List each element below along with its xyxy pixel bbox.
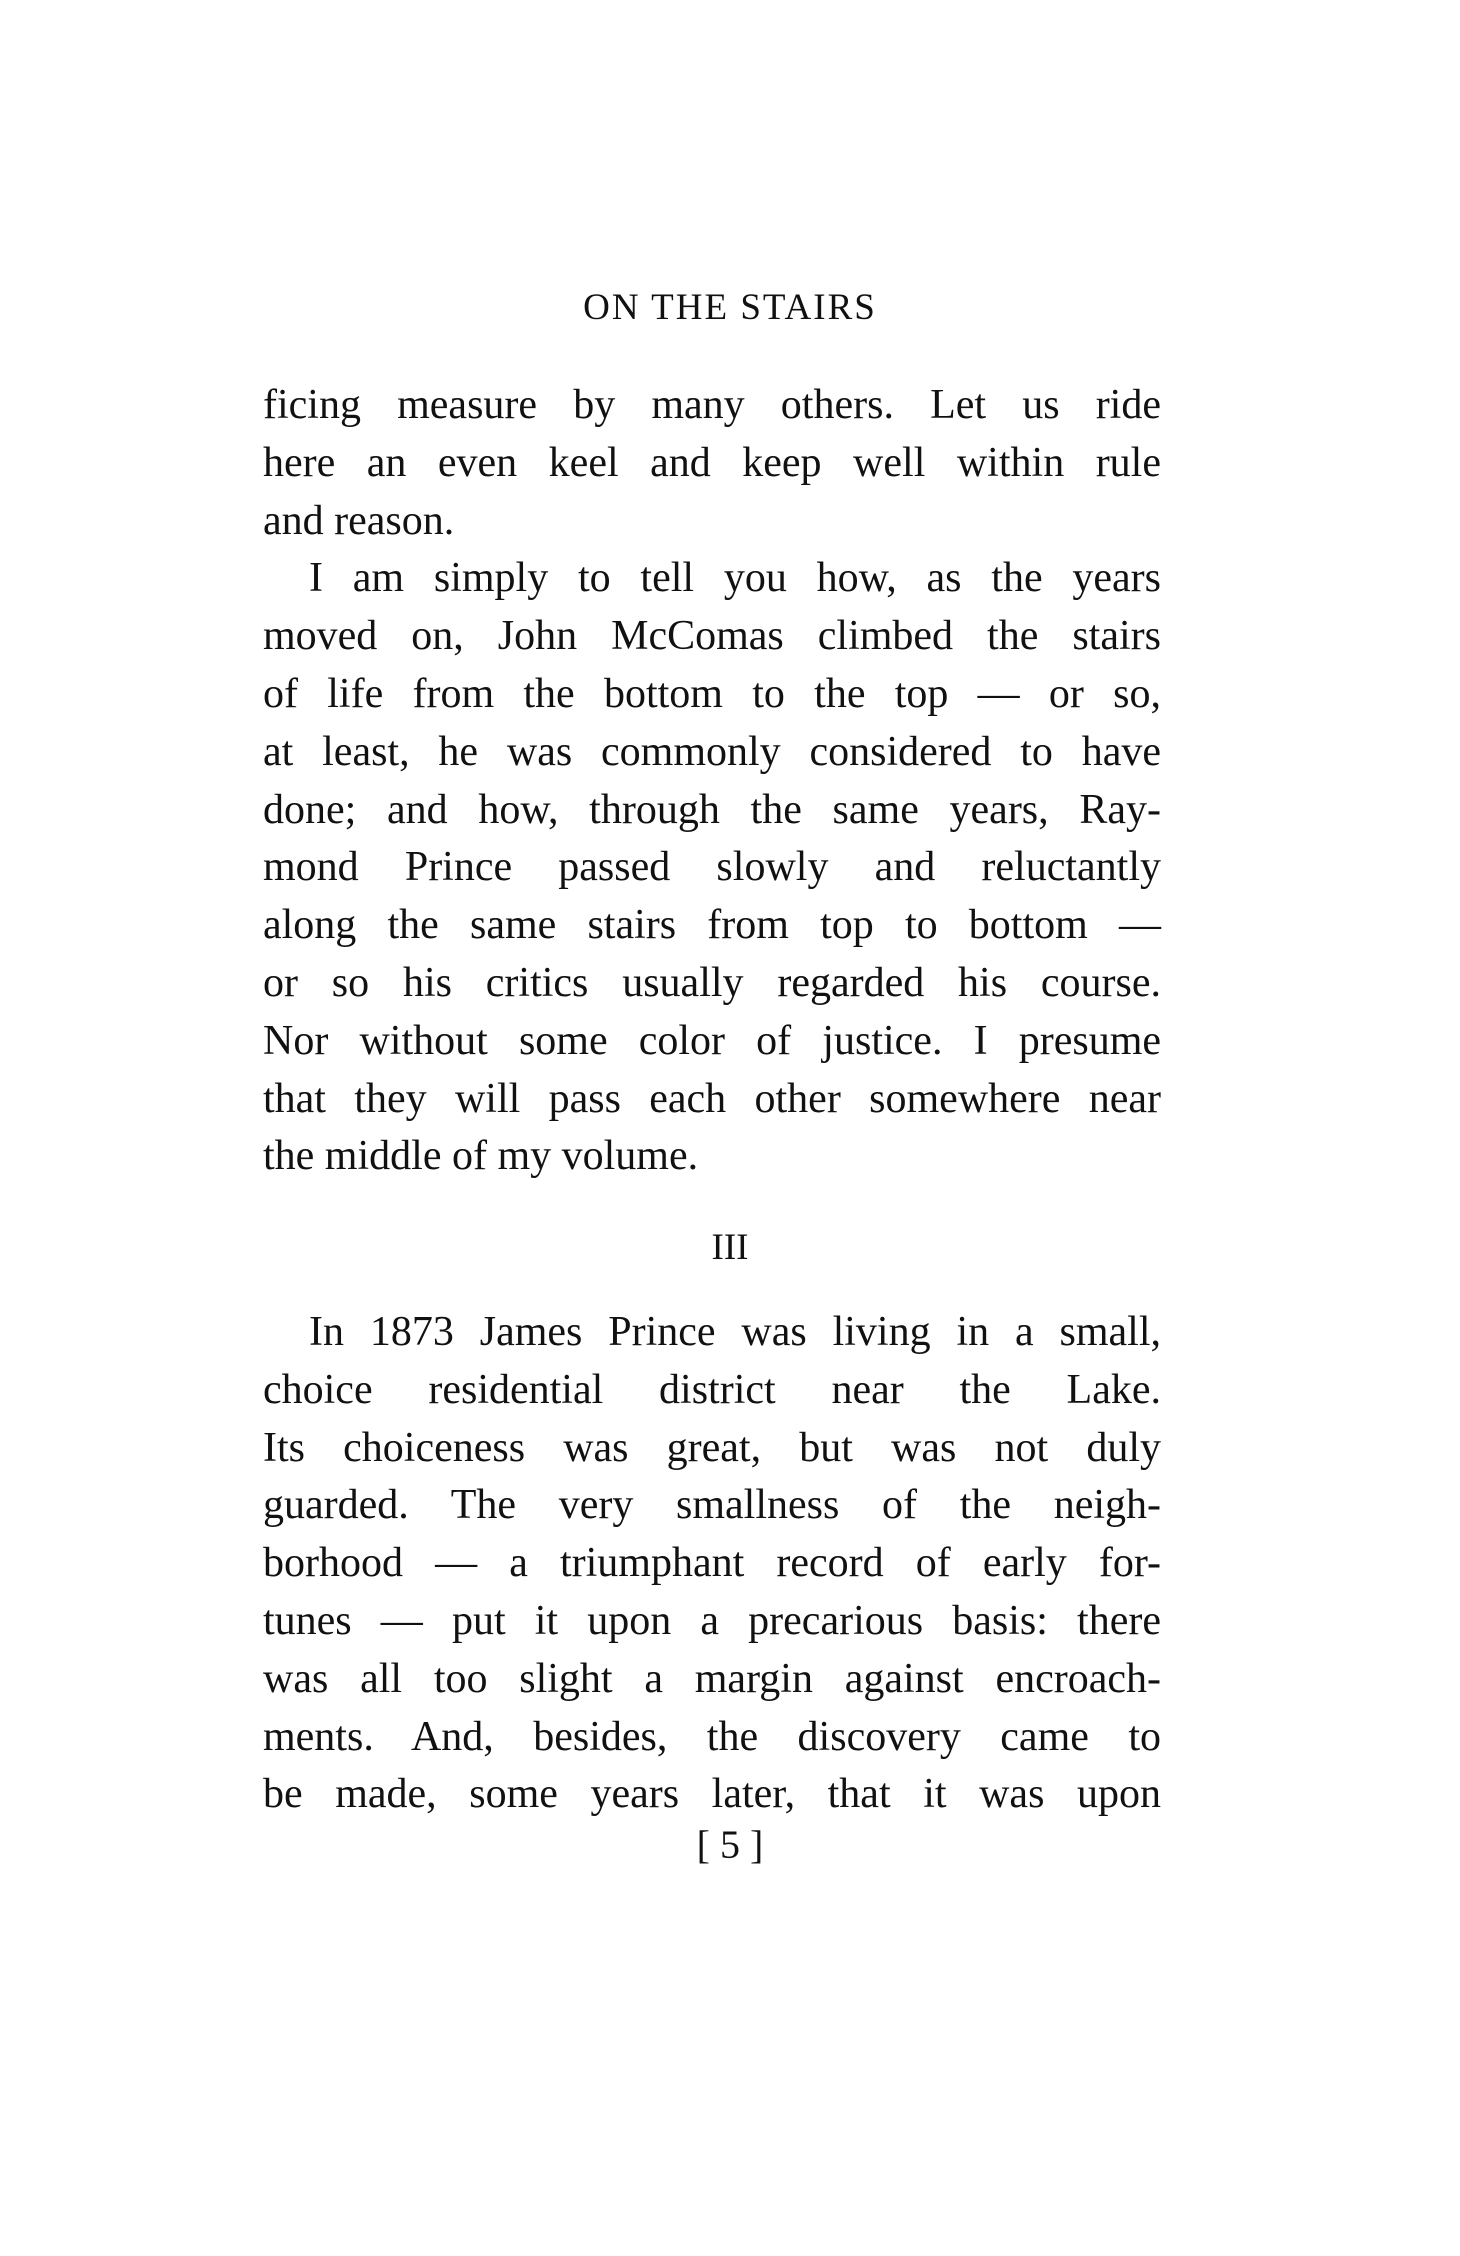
text-line: of life from the bottom to the top — or so, [263, 670, 1161, 717]
text-line: Nor without some color of justice. I presume [263, 1017, 1161, 1064]
text-line: the middle of my volume. [263, 1133, 699, 1180]
text-line: done; and how, through the same years, Ray- [263, 786, 1161, 833]
text-line: In 1873 James Prince was living in a small, [309, 1309, 1161, 1355]
text-line: Its choiceness was great, but was not duly [263, 1424, 1161, 1471]
text-line: ficing measure by many others. Let us ride [263, 382, 1161, 428]
page-number: [ 5 ] [696, 1822, 764, 1867]
text-line: borhood — a triumphant record of early for- [263, 1540, 1161, 1587]
text-block-upper [263, 377, 1161, 1186]
text-line: choice residential district near the Lake. [263, 1366, 1161, 1413]
text-line: along the same stairs from top to bottom — [263, 902, 1161, 949]
text-line: be made, some years later, that it was upon [263, 1771, 1161, 1818]
text-line: I am simply to tell you how, as the years [309, 555, 1161, 602]
section-number: III [711, 1227, 749, 1268]
text-line: at least, he was commonly considered to have [263, 728, 1161, 775]
text-line: that they will pass each other somewhere near [263, 1075, 1161, 1122]
text-line: mond Prince passed slowly and reluctantly [263, 844, 1161, 891]
running-head: ON THE STAIRS [583, 287, 877, 328]
text-line: tunes — put it upon a precarious basis: there [263, 1597, 1161, 1644]
text-line: moved on, John McComas climbed the stairs [263, 613, 1161, 660]
text-line: here an even keel and keep well within rule [263, 439, 1161, 486]
text-line: ments. And, besides, the discovery came to [263, 1713, 1161, 1760]
text-line: guarded. The very smallness of the neigh- [263, 1482, 1161, 1529]
text-line: or so his critics usually regarded his course. [263, 959, 1161, 1006]
text-block-lower [263, 1304, 1161, 1824]
text-line: was all too slight a margin against encroach- [263, 1655, 1161, 1702]
text-line: and reason. [263, 497, 455, 544]
